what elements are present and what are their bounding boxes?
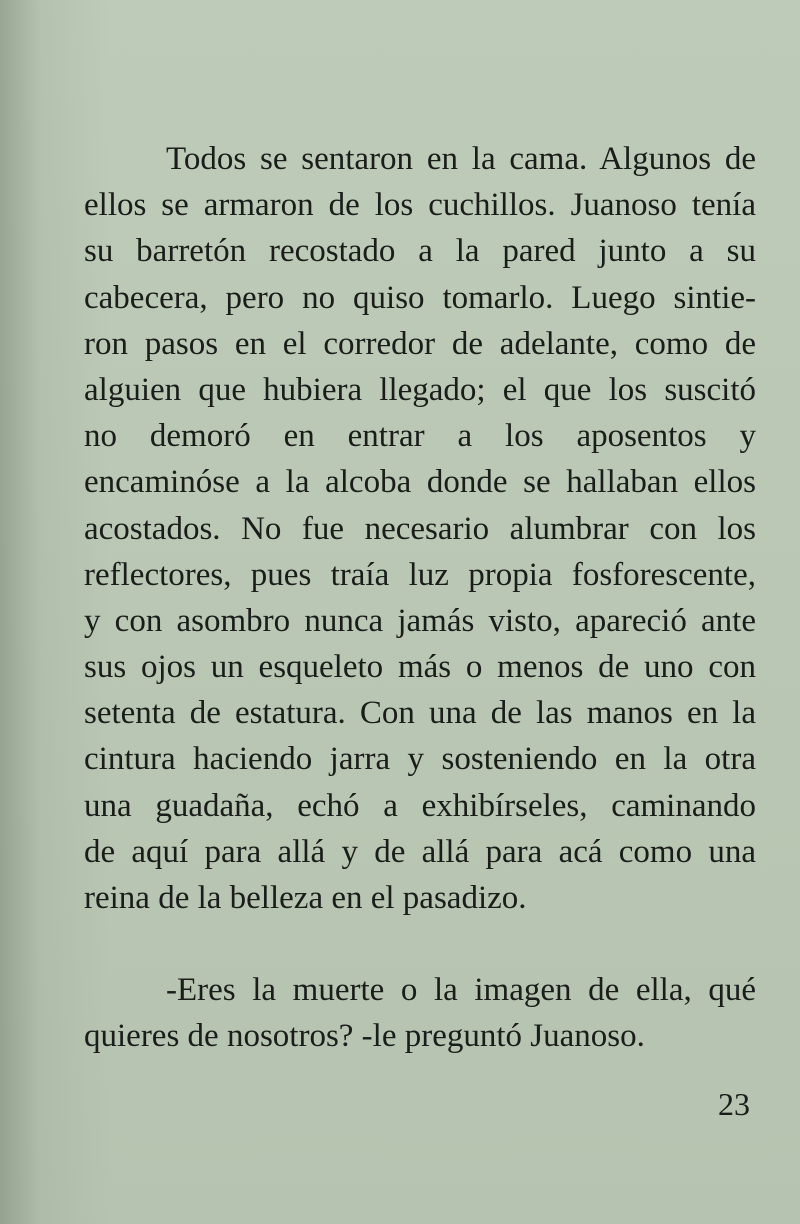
text-line: alguien que hubiera llegado; el que los suscitó <box>84 371 756 408</box>
paragraph-spacer <box>84 921 756 967</box>
text-line: de aquí para allá y de allá para acá como una <box>84 833 756 870</box>
text-line: ron pasos en el corredor de adelante, como de <box>84 325 756 362</box>
text-line: reina de la belleza en el pasadizo. <box>84 880 527 916</box>
text-line: y con asombro nunca jamás visto, apareció ante <box>84 602 756 639</box>
text-line: su barretón recostado a la pared junto a su <box>84 233 756 270</box>
body-text <box>84 136 756 1060</box>
text-line: Todos se sentaron en la cama. Algunos de <box>166 141 756 177</box>
text-line: reflectores, pues traía luz propia fosforescente, <box>84 556 756 593</box>
text-line: setenta de estatura. Con una de las manos en la <box>84 695 756 732</box>
text-line: quieres de nosotros? -le preguntó Juanoso. <box>84 1018 645 1055</box>
text-line: una guadaña, echó a exhibírseles, caminando <box>84 787 756 824</box>
text-line: encaminóse a la alcoba donde se hallaban ellos <box>84 464 756 501</box>
text-line: ellos se armaron de los cuchillos. Juanoso tenía <box>84 187 756 224</box>
text-line: cintura haciendo jarra y sosteniendo en la otra <box>84 741 756 778</box>
text-line: sus ojos un esqueleto más o menos de uno con <box>84 649 756 686</box>
text-line: -Eres la muerte o la imagen de ella, qué <box>166 972 756 1009</box>
page-number: 23 <box>718 1086 750 1122</box>
text-line: no demoró en entrar a los aposentos y <box>84 418 756 455</box>
paragraph-2 <box>84 967 756 1059</box>
text-line: acostados. No fue necesario alumbrar con los <box>84 510 756 547</box>
paragraph-1 <box>84 136 756 921</box>
text-line: cabecera, pero no quiso tomarlo. Luego sintie- <box>84 279 756 316</box>
